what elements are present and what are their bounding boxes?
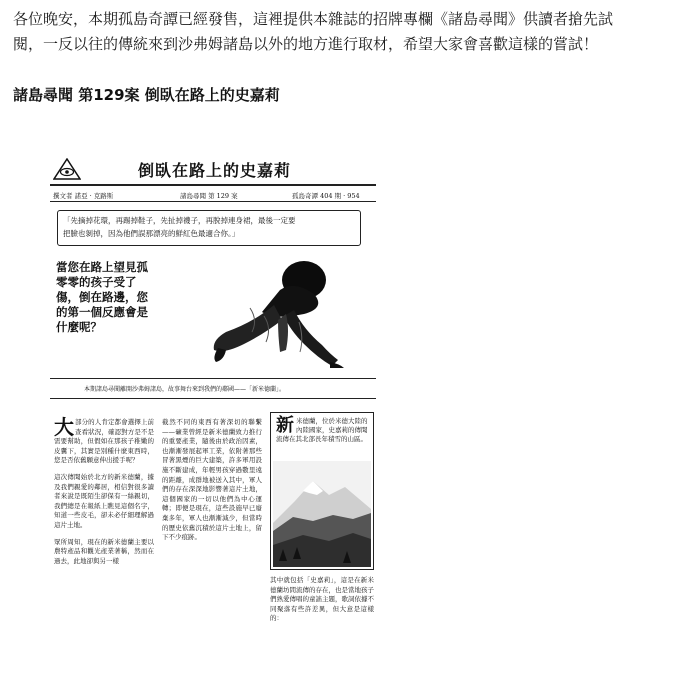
meta-rule (50, 201, 376, 202)
sidebar-text: 米德蘭，位於米德大陸的內陸國家，史嘉莉的傳聞流傳在其北部長年積雪的山區。 (276, 417, 368, 443)
column-2-paragraph: 截然不同的東西有著深切的聯繫——礦業曾經是新米德蘭致力推行的重要產業，隨後由於政治因素，也漸漸發展起軍工業，依附著那些冒著黑煙的巨大建築，許多軍用設施不斷建成，年輕男孩穿過數里遠的距離，成群地被送入其中，軍人們的存在深深地影響著這片土地，這個國家的一切以他們為中心運轉；即便是現在，這些設施早已廢棄多年，軍人也漸漸減少，但當時的歷史依舊沉積於這片土地上，留下不少痕跡。 (162, 418, 262, 542)
article-headline: 倒臥在路上的史嘉莉 (138, 161, 292, 180)
intro-line-1: 各位晚安，本期孤島奇譚已經發售，這裡提供本雜誌的招牌專欄《諸島尋聞》供讀者搶先試 (13, 10, 614, 28)
song-quote-box (57, 210, 361, 246)
intro-line-2: 閱，一反以往的傳統來到沙弗姆諸島以外的地方進行取材，希望大家會喜歡這樣的嘗試！ (13, 35, 599, 53)
article-case-number: 諸島尋聞 第 129 案 (180, 192, 238, 200)
column-1-dropcap: 大 (54, 415, 74, 439)
column-1-paragraph-2: 這次傳聞始於北方的新米德蘭，據及我們親愛的鄰居，相信對很多讀者來說是既陌生卻保有一絲親切，我們總是在報紙上瞧見這個名字，知道一些皮毛，卻未必仔細理解過這片土地。 (54, 472, 154, 529)
caption-rule-bottom (50, 398, 376, 399)
eye-triangle-logo-icon (53, 158, 81, 180)
header-rule (50, 184, 376, 186)
quote-line-2: 把臉也剝掉，因為他們誤那漂亮的鮮紅色最適合你。」 (63, 229, 240, 238)
column-3-paragraph: 其中就包括「史嘉莉」，這是在新米德蘭坊間流傳的存在，也是當地孩子們熟愛傳唱的童謠主題，歌詞依據不同聚落有些許差異，但大意是這樣的： (270, 576, 374, 623)
new-midland-sidebar (270, 412, 374, 570)
article-issue: 孤島奇譚 404 期 · 954 (292, 192, 360, 200)
sidebar-dropcap: 新 (276, 415, 294, 436)
quote-line-1: 「先摘掉花環，再踢掉鞋子，先扯掉襪子，再脫掉連身裙，最後一定要 (63, 216, 296, 225)
column-1-paragraph-3: 眾所周知，現在的新米德蘭主要以農特產品和觀光產業著稱，然而在過去，此地卻與另一樣 (54, 537, 154, 565)
article-column-3 (270, 576, 374, 631)
fallen-child-illustration (154, 250, 364, 370)
column-1-paragraph-1: 部分的人肯定都會選擇上前查看狀況，確認對方是不是需要幫助，但假如在那孩子稚嫩的皮囊下，其實是別種什麼東西時，您是否依舊願意伸出援手呢？ (54, 418, 154, 465)
article-column-1 (54, 415, 154, 573)
post-title: 諸島尋聞 第129案 倒臥在路上的史嘉莉 (13, 86, 280, 104)
article-author: 撰文者 諾亞 · 克路斯 (53, 192, 114, 200)
article-scan-image (50, 150, 376, 645)
article-caption: 本期諸島尋聞離開沙弗姆諸島，故事舞台來到我們的鄰國——「新米德蘭」。 (84, 386, 286, 393)
caption-rule-top (50, 378, 376, 379)
mountain-photo-illustration (273, 461, 371, 567)
hero-question: 當您在路上望見孤零零的孩子受了傷，倒在路邊，您的第一個反應會是什麼呢？ (56, 260, 148, 334)
intro-paragraph (13, 7, 673, 57)
article-column-2 (162, 418, 262, 550)
